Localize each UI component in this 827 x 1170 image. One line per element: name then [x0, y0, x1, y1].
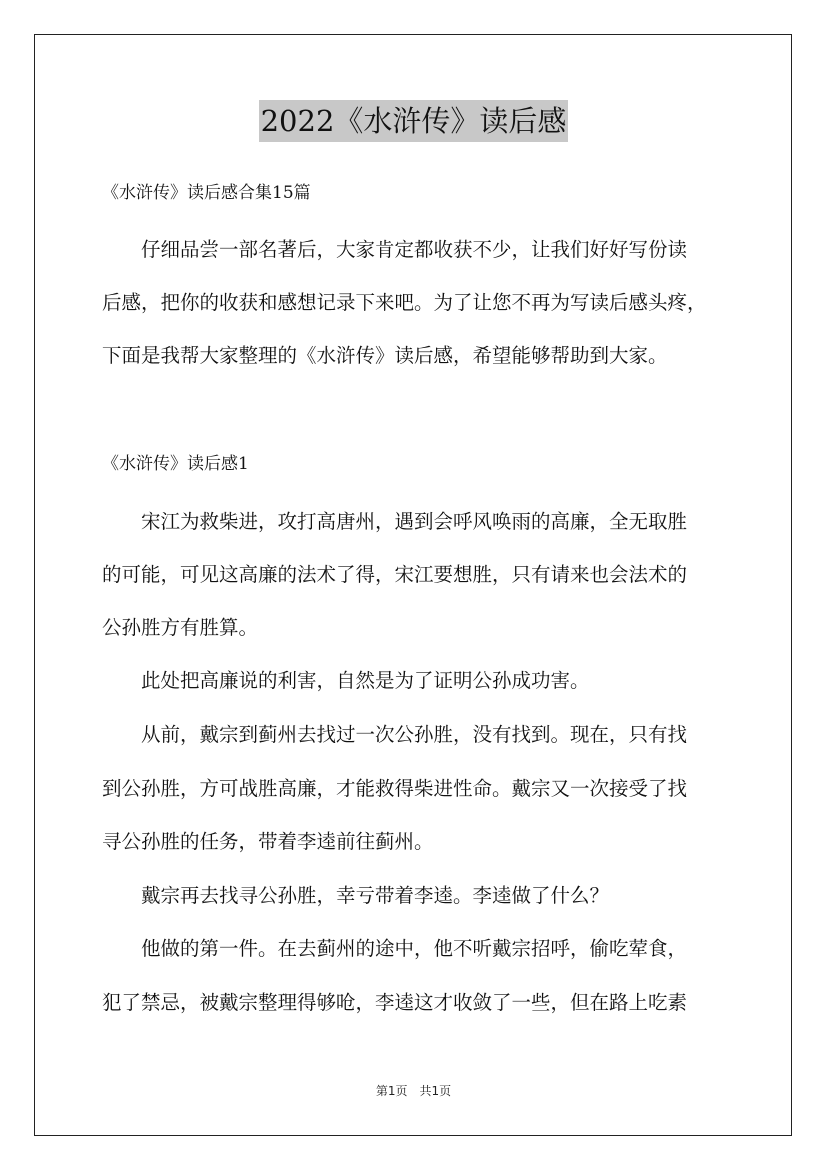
body-line: 到公孙胜，方可战胜高廉，才能救得柴进性命。戴宗又一次接受了找	[102, 777, 688, 800]
body-line: 的可能，可见这高廉的法术了得，宋江要想胜，只有请来也会法术的	[102, 563, 688, 586]
title-container	[0, 100, 827, 142]
body-line: 此处把高廉说的利害，自然是为了证明公孙成功害。	[102, 669, 590, 692]
body-line: 从前，戴宗到蓟州去找过一次公孙胜，没有找到。现在，只有找	[102, 723, 688, 746]
body-line: 寻公孙胜的任务，带着李逵前往蓟州。	[102, 830, 434, 853]
document-subtitle: 《水浒传》读后感合集15篇	[102, 183, 311, 203]
body-line: 犯了禁忌，被戴宗整理得够呛，李逵这才收敛了一些，但在路上吃素	[102, 991, 688, 1014]
intro-line: 下面是我帮大家整理的《水浒传》读后感，希望能够帮助到大家。	[102, 344, 668, 367]
body-line: 戴宗再去找寻公孙胜，幸亏带着李逵。李逵做了什么？	[102, 884, 610, 907]
intro-line: 后感，把你的收获和感想记录下来吧。为了让您不再为写读后感头疼，	[102, 291, 707, 314]
body-line: 宋江为救柴进，攻打高唐州，遇到会呼风唤雨的高廉，全无取胜	[102, 510, 688, 533]
intro-line: 仔细品尝一部名著后，大家肯定都收获不少，让我们好好写份读	[102, 238, 688, 261]
section-heading: 《水浒传》读后感1	[102, 454, 249, 474]
document-title: 2022《水浒传》读后感	[259, 100, 569, 142]
page-number: 第1页 共1页	[375, 1084, 452, 1098]
body-line: 他做的第一件。在去蓟州的途中，他不听戴宗招呼，偷吃荤食，	[102, 937, 688, 960]
body-line: 公孙胜方有胜算。	[102, 616, 259, 639]
